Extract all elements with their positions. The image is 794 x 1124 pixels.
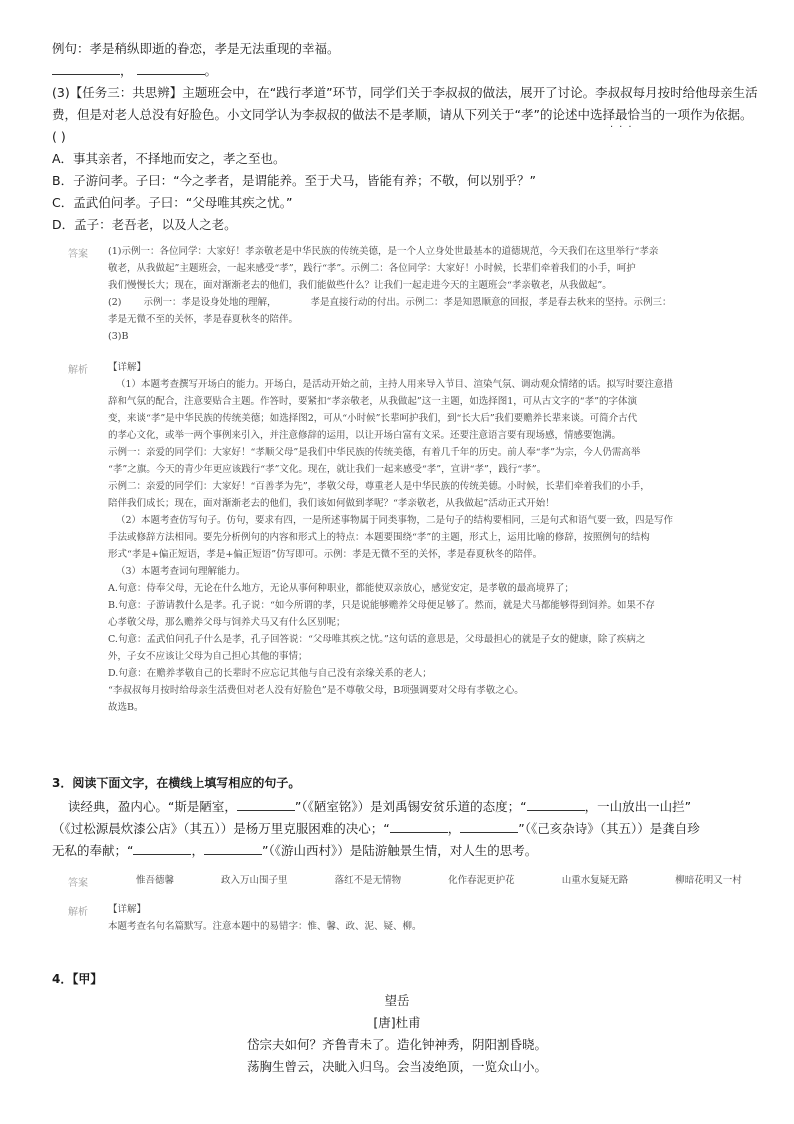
analysis-label: 解析 xyxy=(68,907,88,918)
fill-blank[interactable] xyxy=(460,820,518,833)
question-3-heading: 3．阅读下面文字，在横线上填写相应的句子。 xyxy=(52,776,301,790)
analysis-label: 解析 xyxy=(68,365,88,376)
poem-author: [唐]杜甫 xyxy=(373,1015,421,1030)
poem-line: 荡胸生曾云，决眦入归鸟。会当凌绝顶，一览众山小。 xyxy=(246,1059,547,1074)
option-c: C．孟武伯问孝。子曰：“父母唯其疾之忧。” xyxy=(52,195,293,210)
analysis-3: 【详解】 本题考查名句名篇默写。注意本题中的易错字：惟、馨、政、泥、疑、柳。 xyxy=(108,904,422,932)
fill-blank[interactable] xyxy=(133,842,191,855)
answer-paren: ( ) xyxy=(52,129,66,144)
fill-blank[interactable] xyxy=(137,62,205,75)
fill-blank[interactable] xyxy=(237,798,295,811)
fill-blank[interactable] xyxy=(390,820,448,833)
question-4-heading: 4．【甲】 xyxy=(52,972,103,986)
answer-label: 答案 xyxy=(68,249,88,260)
blank-line: ， 。 xyxy=(52,60,752,82)
fill-blank[interactable] xyxy=(52,62,120,75)
answer-2: (1)示例一：各位同学：大家好！孝亲敬老是中华民族的传统美德，是一个人立身处世最基本的道德规范，今天我们在这里举行“孝亲 敬老，从我做起”主题班会，一起来感受“孝”，践行“孝”。示例二：各位同学：大家好！小时候，长辈们牵着我们的小手，呵护 我们慢慢长大；现在，面对渐渐老去的他们，我们能做些什么？让我们一起走进今天的主题班会“孝亲敬老，从我做起”。 (2) 示例一：孝是设身处地的理解， 孝是直接行动的付出。示例二：孝是知恩顺意的回报，孝是春去秋来的坚持。示例三： 孝是无微不至的关怀，孝是春夏秋冬的陪伴。 (3)B xyxy=(108,246,672,342)
poem-title: 望岳 xyxy=(384,993,410,1008)
question-2-body xyxy=(52,38,758,236)
emphasis-dots: ··· xyxy=(610,122,638,133)
fill-blank[interactable] xyxy=(204,842,262,855)
analysis-2: 【详解】 （1）本题考查撰写开场白的能力。开场白，是活动开始之前，主持人用来导入节目、渲染气氛、调动观众情绪的话。拟写时要注意措 辞和气氛的配合，注意要贴合主题。作答时，要紧扣“孝亲敬老，从我做起”这一主题，如选择图1，可从古文字的“孝”的字体演 变，来谈“孝”是中华民族的传统美德；如选择图2，可从“小时候”长辈呵护我们，到“长大后”我们要赡养长辈来谈。可简介古代 的孝心文化，或举一两个事例来引入，并注意修辞的运用，以让开场白富有文采。还要注意语言要有现场感，情感要饱满。 示例一：亲爱的同学们：大家好！“孝顺父母”是我们中华民族的传统美德，有着几千年的历史。前人奉“孝”为宗，今人仍需高举 “孝”之旗。今天的青少年更应该践行“孝”文化。现在，就让我们一起来感受“孝”，宣讲“孝”，践行“孝”。 示例二：亲爱的同学们：大家好！“百善孝为先”，孝敬父母，尊重老人是中华民族的传统美德。小时候，长辈们牵着我们的小手， 陪伴我们成长；现在，面对渐渐老去的他们，我们该如何做到孝呢？“孝亲敬老，从我做起”活动正式开始！ （2）本题考查仿写句子。仿句，要求有四，一是所述事物属于同类事物，二是句子的结构要相同，三是句式和语气要一致，四是写作 手法或修辞方法相同。要先分析例句的内容和形式上的特点：本题要围绕“孝”的主题，形式上，运用比喻的修辞，按照例句的结构 形式“孝是+偏正短语，孝是+偏正短语”仿写即可。示例：孝是无微不至的关怀，孝是春夏秋冬的陪伴。 （3）本题考查词句理解能力。 A.句意：侍奉父母，无论在什么地方，无论从事何种职业，都能使双亲放心，感觉安定，是孝敬的最高境界了； B.句意：子游请教什么是孝。孔子说：“如今所谓的孝，只是说能够赡养父母便足够了。然而，就是犬马都能够得到饲养。如果不存 心孝敬父母，那么赡养父母与饲养犬马又有什么区别呢； C.句意：孟武伯问孔子什么是孝，孔子回答说：“父母唯其疾之忧。”这句话的意思是，父母最担心的就是子女的健康，除了疾病之 外，子女不应该让父母为自己担心其他的事情； D.句意：在赡养孝敬自己的长辈时不应忘记其他与自己没有亲缘关系的老人； “李叔叔每月按时给母亲生活费但对老人没有好脸色”是不尊敬父母，B项强调要对父母有孝敬之心。 故选B。 xyxy=(108,362,674,713)
fill-blank[interactable] xyxy=(527,798,585,811)
option-d: D．孟子：老吾老，以及人之老。 xyxy=(52,217,237,232)
poem-line: 岱宗夫如何？齐鲁青未了。造化钟神秀，阴阳割昏晓。 xyxy=(246,1037,547,1052)
answer-label: 答案 xyxy=(68,878,88,889)
question-3-body: 读经典，盈内心。“斯是陋室， ”（《陋室铭》）是刘禹锡安贫乐道的态度；“ ，一山放出一山拦” （《过松源晨炊漆公店》（其五））是杨万里克服困难的决心；“ ， ”（《己亥杂诗》（其五））是龚自珍 无私的奉献；“ ， ”（《游山西村》）是陆游触景生情，对人生的思考。 xyxy=(52,799,700,858)
option-b: B．子游问孝。子曰：“今之孝者，是谓能养。至于犬马，皆能有养；不敬，何以别乎？” xyxy=(52,173,537,188)
option-a: A．事其亲者，不择地而安之，孝之至也。 xyxy=(52,151,286,166)
example-sentence: 例句：孝是稍纵即逝的眷恋，孝是无法重现的幸福。 xyxy=(52,41,340,56)
task-3-line-1: (3)【任务三：共思辨】主题班会中，在“践行孝道”环节，同学们关于李叔叔的做法，展开了讨论。李叔叔每月按时给他母亲生活 xyxy=(52,85,758,100)
answer-3: 惟吾德馨 政入万山围子里 落红不是无情物 化作春泥更护花 山重水复疑无路 柳暗花明又一村 xyxy=(136,875,742,886)
task-3-line-2: 费，但是对老人总没有好脸色。小文同学认为李叔叔的做法不是孝顺，请从下列关于“孝”的论述中选择最恰当的一项作为依据。 xyxy=(52,107,753,122)
poem xyxy=(0,990,794,1078)
